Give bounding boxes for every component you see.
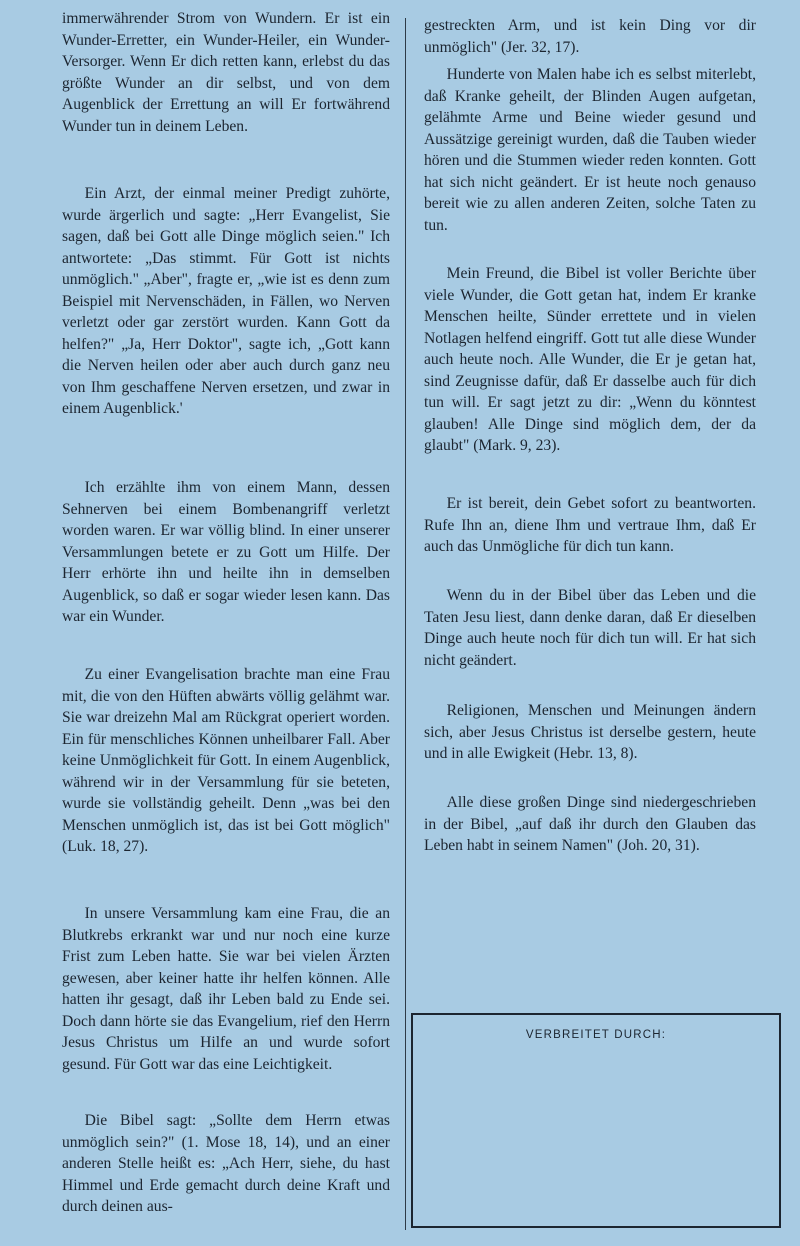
paragraph: Wenn du in der Bibel über das Leben und die Taten Jesu liest, dann denke daran, daß Er dieselben Dinge auch heute noch für dich tun will. Er hat sich nicht geändert.	[424, 587, 756, 669]
paragraph: Die Bibel sagt: „Sollte dem Herrn etwas unmöglich sein?" (1. Mose 18, 14), und an einer anderen Stelle heißt es: „Ach Herr, siehe, du hast Himmel und Erde gemacht durch deine Kraft und durch deinen aus-	[62, 1112, 390, 1215]
paragraph: Zu einer Evangelisation brachte man eine Frau mit, die von den Hüften abwärts völlig gelähmt war. Sie war dreizehn Mal am Rückgrat operiert worden. Ein für menschliches Können unheilbarer Fall. Aber keine Unmöglichkeit für Gott. In einem Augenblick, während wir in der Versammlung für sie beteten, wurde sie vollständig geheilt. Denn „was bei den Menschen unmöglich ist, das ist bei Gott möglich" (Luk. 18, 27).	[62, 666, 390, 855]
paragraph: Mein Freund, die Bibel ist voller Berichte über viele Wunder, die Gott getan hat, indem Er kranke Menschen heilte, Sünder errettete und in vielen Notlagen helfend eingriff. Gott tut alle diese Wunder auch heute noch. Alle Wunder, die Er je getan hat, sind Zeugnisse dafür, daß Er dasselbe auch für dich tun will. Er sagt jetzt zu dir: „Wenn du könntest glauben! Alle Dinge sind möglich dem, der da glaubt" (Mark. 9, 23).	[424, 265, 756, 454]
column-divider	[405, 18, 406, 1230]
distribution-box-label: VERBREITET DURCH:	[525, 1029, 667, 1041]
distribution-box	[411, 1013, 781, 1228]
paragraph: Ich erzählte ihm von einem Mann, dessen Sehnerven bei einem Bombenangriff verletzt worden waren. Er war völlig blind. In einer unserer Versammlungen betete er zu Gott um Hilfe. Der Herr erhörte ihn und heilte ihn in demselben Augenblick, so daß er sogar wieder lesen kann. Das war ein Wunder.	[62, 479, 390, 625]
paragraph: Ein Arzt, der einmal meiner Predigt zuhörte, wurde ärgerlich und sagte: „Herr Evangelist, Sie sagen, daß bei Gott alle Dinge möglich seien." Ich antwortete: „Das stimmt. Für Gott ist nichts unmöglich." „Aber", fragte er, „wie ist es denn zum Beispiel mit Nervenschäden, in Fällen, wo Nerven verletzt oder gar zerstört wurden. Kann Gott da helfen?" „Ja, Herr Doktor", sagte ich, „Gott kann die Nerven heilen oder aber auch durch ganz neu von Ihm geschaffene Nerven ersetzen, und zwar in einem Augenblick.'	[62, 185, 390, 417]
paragraph: immerwährender Strom von Wundern. Er ist ein Wunder-Erretter, ein Wunder-Heiler, ein Wunder-Versorger. Wenn Er dich retten kann, erlebst du das größte Wunder an dir selbst, und von dem Augenblick der Errettung an will Er fortwährend Wunder tun in deinem Leben.	[62, 10, 390, 135]
paragraph: Religionen, Menschen und Meinungen ändern sich, aber Jesus Christus ist derselbe gestern, heute und in alle Ewigkeit (Hebr. 13, 8).	[424, 702, 756, 762]
paragraph: Alle diese großen Dinge sind niedergeschrieben in der Bibel, „auf daß ihr durch den Glauben das Leben habt in seinem Namen" (Joh. 20, 31).	[424, 794, 756, 854]
paragraph: In unsere Versammlung kam eine Frau, die an Blutkrebs erkrankt war und nur noch eine kurze Frist zum Leben hatte. Sie war bei vielen Ärzten gewesen, aber keiner hatte ihr helfen können. Alle hatten ihr gesagt, daß ihr Leben bald zu Ende sei. Doch dann hörte sie das Evangelium, rief den Herrn Jesus Christus um Hilfe an und wurde sofort gesund. Für Gott war das eine Leichtigkeit.	[62, 905, 390, 1073]
paragraph: gestreckten Arm, und ist kein Ding vor dir unmöglich" (Jer. 32, 17).	[424, 17, 756, 56]
paragraph: Hunderte von Malen habe ich es selbst miterlebt, daß Kranke geheilt, der Blinden Augen aufgetan, gelähmte Arme und Beine wieder gesund und Aussätzige gereinigt wurden, daß die Tauben wieder hören und die Stummen wieder reden konnten. Gott hat sich nicht geändert. Er ist heute noch genauso bereit wie zu allen anderen Zeiten, solche Taten zu tun.	[424, 66, 756, 234]
paragraph: Er ist bereit, dein Gebet sofort zu beantworten. Rufe Ihn an, diene Ihm und vertraue Ihm, daß Er auch das Unmögliche für dich tun kann.	[424, 495, 756, 555]
